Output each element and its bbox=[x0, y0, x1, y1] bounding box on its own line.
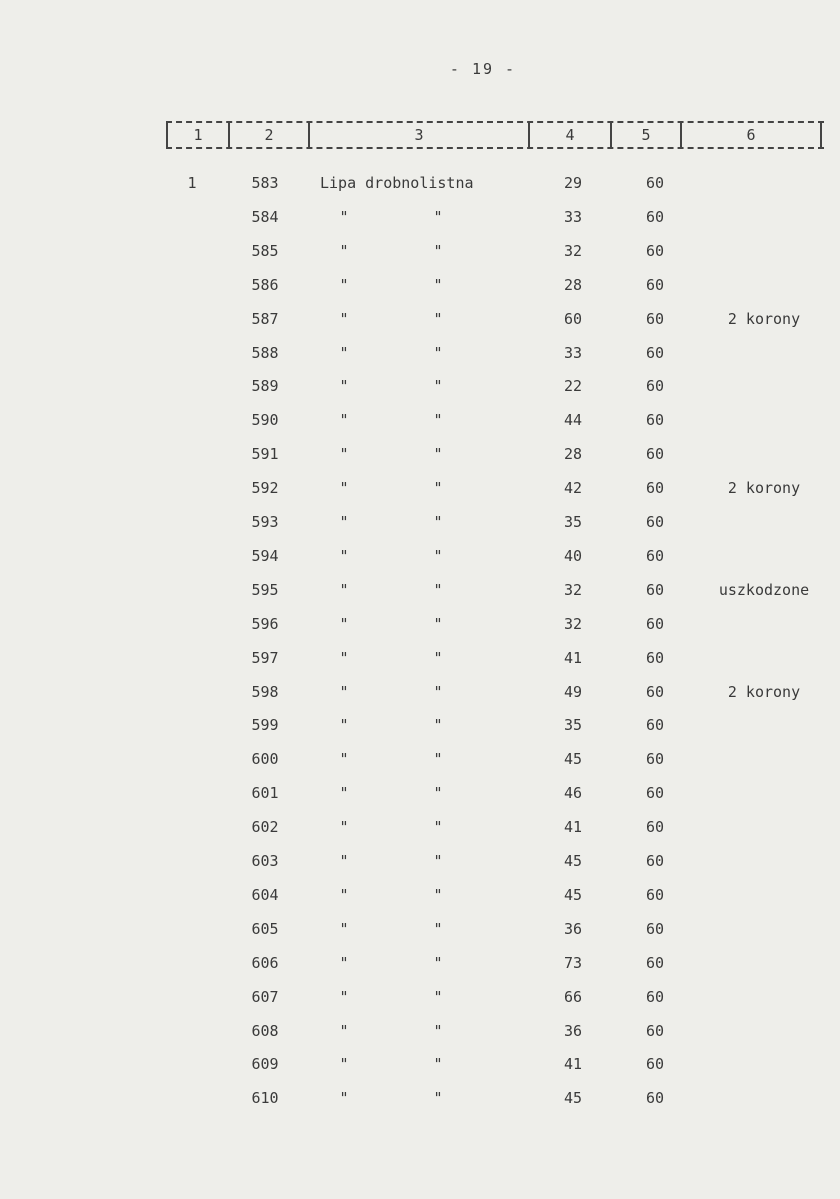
cell-col-2: 606 bbox=[251, 953, 279, 972]
table-row bbox=[0, 579, 840, 601]
ditto-mark: " bbox=[339, 648, 349, 667]
ditto-mark: " bbox=[433, 479, 443, 498]
ditto-mark: " bbox=[339, 885, 349, 904]
table-row bbox=[0, 1020, 840, 1042]
ditto-mark: " bbox=[433, 784, 443, 803]
ditto-mark: " bbox=[433, 648, 443, 667]
ditto-mark: " bbox=[339, 411, 349, 430]
cell-col-4: 73 bbox=[563, 953, 583, 972]
cell-col-4: 35 bbox=[563, 513, 583, 531]
table-row bbox=[0, 1087, 840, 1109]
cell-col-2: 610 bbox=[251, 1089, 279, 1108]
cell-col-2: 587 bbox=[251, 309, 279, 328]
table-row bbox=[0, 274, 840, 296]
table-row bbox=[0, 918, 840, 940]
cell-col-4: 42 bbox=[563, 479, 583, 498]
ditto-mark: " bbox=[433, 987, 443, 1006]
cell-col-5: 60 bbox=[645, 987, 665, 1006]
cell-col-4: 66 bbox=[563, 987, 583, 1006]
table-row bbox=[0, 816, 840, 838]
cell-col-5: 60 bbox=[645, 343, 665, 362]
ditto-mark: " bbox=[433, 1021, 443, 1040]
page-number: - 19 - bbox=[449, 60, 517, 78]
cell-col-4: 49 bbox=[563, 682, 583, 701]
ditto-mark: " bbox=[339, 614, 349, 633]
header-col-1: 1 bbox=[166, 123, 230, 147]
cell-col-6: 2 korony bbox=[727, 479, 801, 498]
ditto-mark: " bbox=[339, 377, 349, 396]
cell-col-4: 22 bbox=[563, 377, 583, 396]
cell-col-5: 60 bbox=[645, 852, 665, 870]
cell-col-5: 60 bbox=[645, 1089, 665, 1108]
table-row bbox=[0, 748, 840, 770]
ditto-mark: " bbox=[433, 411, 443, 430]
ditto-mark: " bbox=[433, 207, 443, 226]
cell-col-4: 45 bbox=[563, 750, 583, 769]
cell-col-4: 35 bbox=[563, 716, 583, 735]
ditto-mark: " bbox=[433, 275, 443, 294]
cell-col-4: 45 bbox=[563, 1089, 583, 1108]
ditto-mark: " bbox=[433, 885, 443, 904]
cell-col-5: 60 bbox=[645, 1021, 665, 1040]
ditto-mark: " bbox=[433, 309, 443, 328]
cell-col-2: 584 bbox=[251, 207, 279, 226]
ditto-mark: " bbox=[339, 716, 349, 735]
cell-col-2: 603 bbox=[251, 852, 279, 870]
cell-col-2: 608 bbox=[251, 1021, 279, 1040]
cell-col-5: 60 bbox=[645, 513, 665, 531]
cell-col-5: 60 bbox=[645, 174, 665, 192]
table-row bbox=[0, 409, 840, 431]
cell-col-4: 45 bbox=[563, 852, 583, 870]
ditto-mark: " bbox=[433, 682, 443, 701]
cell-col-4: 32 bbox=[563, 614, 583, 633]
cell-col-5: 60 bbox=[645, 818, 665, 837]
ditto-mark: " bbox=[339, 207, 349, 226]
ditto-mark: " bbox=[339, 343, 349, 362]
cell-col-3: Lipa drobnolistna bbox=[320, 174, 474, 192]
ditto-mark: " bbox=[339, 445, 349, 464]
cell-col-4: 28 bbox=[563, 275, 583, 294]
cell-col-5: 60 bbox=[645, 1055, 665, 1074]
table-row bbox=[0, 443, 840, 465]
ditto-mark: " bbox=[339, 818, 349, 837]
cell-col-5: 60 bbox=[645, 648, 665, 667]
table-row bbox=[0, 172, 840, 194]
cell-col-2: 600 bbox=[251, 750, 279, 769]
ditto-mark: " bbox=[433, 513, 443, 531]
ditto-mark: " bbox=[433, 241, 443, 260]
ditto-mark: " bbox=[339, 275, 349, 294]
table-row bbox=[0, 681, 840, 703]
cell-col-2: 583 bbox=[251, 174, 279, 192]
ditto-mark: " bbox=[339, 784, 349, 803]
cell-col-4: 32 bbox=[563, 241, 583, 260]
ditto-mark: " bbox=[339, 479, 349, 498]
cell-col-4: 45 bbox=[563, 885, 583, 904]
ditto-mark: " bbox=[433, 1089, 443, 1108]
cell-col-5: 60 bbox=[645, 546, 665, 565]
ditto-mark: " bbox=[339, 852, 349, 870]
header-col-6: 6 bbox=[682, 123, 822, 147]
table-row bbox=[0, 850, 840, 872]
cell-col-2: 589 bbox=[251, 377, 279, 396]
cell-col-4: 41 bbox=[563, 1055, 583, 1074]
ditto-mark: " bbox=[339, 546, 349, 565]
ditto-mark: " bbox=[339, 682, 349, 701]
cell-col-1: 1 bbox=[187, 174, 197, 192]
cell-col-2: 604 bbox=[251, 885, 279, 904]
cell-col-5: 60 bbox=[645, 411, 665, 430]
cell-col-4: 33 bbox=[563, 343, 583, 362]
cell-col-5: 60 bbox=[645, 580, 665, 599]
ditto-mark: " bbox=[433, 953, 443, 972]
cell-col-4: 32 bbox=[563, 580, 583, 599]
table-row bbox=[0, 986, 840, 1008]
ditto-mark: " bbox=[339, 1089, 349, 1108]
cell-col-2: 593 bbox=[251, 513, 279, 531]
cell-col-5: 60 bbox=[645, 784, 665, 803]
ditto-mark: " bbox=[433, 546, 443, 565]
cell-col-2: 605 bbox=[251, 919, 279, 938]
table-row bbox=[0, 206, 840, 228]
ditto-mark: " bbox=[433, 1055, 443, 1074]
table-row bbox=[0, 884, 840, 906]
cell-col-2: 597 bbox=[251, 648, 279, 667]
ditto-mark: " bbox=[433, 445, 443, 464]
ditto-mark: " bbox=[433, 377, 443, 396]
cell-col-2: 602 bbox=[251, 818, 279, 837]
table-row bbox=[0, 477, 840, 499]
cell-col-4: 41 bbox=[563, 648, 583, 667]
ditto-mark: " bbox=[339, 987, 349, 1006]
cell-col-4: 36 bbox=[563, 919, 583, 938]
cell-col-2: 585 bbox=[251, 241, 279, 260]
table-row bbox=[0, 782, 840, 804]
table-row bbox=[0, 342, 840, 364]
cell-col-4: 46 bbox=[563, 784, 583, 803]
cell-col-4: 40 bbox=[563, 546, 583, 565]
ditto-mark: " bbox=[339, 309, 349, 328]
ditto-mark: " bbox=[433, 716, 443, 735]
cell-col-6: uszkodzone bbox=[718, 580, 810, 599]
cell-col-2: 596 bbox=[251, 614, 279, 633]
table-row bbox=[0, 647, 840, 669]
cell-col-5: 60 bbox=[645, 479, 665, 498]
cell-col-4: 60 bbox=[563, 309, 583, 328]
ditto-mark: " bbox=[433, 852, 443, 870]
table-header bbox=[166, 121, 824, 149]
ditto-mark: " bbox=[433, 750, 443, 769]
table-row bbox=[0, 375, 840, 397]
ditto-mark: " bbox=[339, 580, 349, 599]
cell-col-4: 36 bbox=[563, 1021, 583, 1040]
cell-col-4: 28 bbox=[563, 445, 583, 464]
cell-col-2: 595 bbox=[251, 580, 279, 599]
ditto-mark: " bbox=[339, 241, 349, 260]
cell-col-5: 60 bbox=[645, 682, 665, 701]
ditto-mark: " bbox=[339, 513, 349, 531]
cell-col-5: 60 bbox=[645, 953, 665, 972]
cell-col-4: 41 bbox=[563, 818, 583, 837]
cell-col-5: 60 bbox=[645, 750, 665, 769]
table-row bbox=[0, 1053, 840, 1075]
table-row bbox=[0, 511, 840, 533]
ditto-mark: " bbox=[339, 1055, 349, 1074]
cell-col-2: 588 bbox=[251, 343, 279, 362]
ditto-mark: " bbox=[433, 614, 443, 633]
cell-col-6: 2 korony bbox=[727, 309, 801, 328]
cell-col-5: 60 bbox=[645, 445, 665, 464]
table-row bbox=[0, 545, 840, 567]
cell-col-6: 2 korony bbox=[727, 682, 801, 701]
cell-col-5: 60 bbox=[645, 207, 665, 226]
header-col-5: 5 bbox=[612, 123, 682, 147]
ditto-mark: " bbox=[433, 580, 443, 599]
ditto-mark: " bbox=[433, 919, 443, 938]
cell-col-2: 601 bbox=[251, 784, 279, 803]
cell-col-2: 590 bbox=[251, 411, 279, 430]
cell-col-4: 29 bbox=[563, 174, 583, 192]
cell-col-5: 60 bbox=[645, 885, 665, 904]
cell-col-4: 44 bbox=[563, 411, 583, 430]
cell-col-5: 60 bbox=[645, 614, 665, 633]
ditto-mark: " bbox=[339, 953, 349, 972]
ditto-mark: " bbox=[339, 1021, 349, 1040]
header-col-3: 3 bbox=[310, 123, 530, 147]
cell-col-2: 591 bbox=[251, 445, 279, 464]
cell-col-2: 607 bbox=[251, 987, 279, 1006]
table-row bbox=[0, 714, 840, 736]
cell-col-5: 60 bbox=[645, 241, 665, 260]
cell-col-5: 60 bbox=[645, 309, 665, 328]
header-col-2: 2 bbox=[230, 123, 310, 147]
table-row bbox=[0, 613, 840, 635]
ditto-mark: " bbox=[433, 343, 443, 362]
cell-col-2: 598 bbox=[251, 682, 279, 701]
table-row bbox=[0, 952, 840, 974]
cell-col-2: 599 bbox=[251, 716, 279, 735]
table-row bbox=[0, 240, 840, 262]
ditto-mark: " bbox=[339, 750, 349, 769]
header-col-4: 4 bbox=[530, 123, 612, 147]
cell-col-4: 33 bbox=[563, 207, 583, 226]
cell-col-2: 586 bbox=[251, 275, 279, 294]
cell-col-2: 609 bbox=[251, 1055, 279, 1074]
cell-col-5: 60 bbox=[645, 919, 665, 938]
cell-col-2: 594 bbox=[251, 546, 279, 565]
cell-col-5: 60 bbox=[645, 275, 665, 294]
cell-col-5: 60 bbox=[645, 377, 665, 396]
cell-col-5: 60 bbox=[645, 716, 665, 735]
ditto-mark: " bbox=[433, 818, 443, 837]
cell-col-2: 592 bbox=[251, 479, 279, 498]
ditto-mark: " bbox=[339, 919, 349, 938]
table-row bbox=[0, 308, 840, 330]
